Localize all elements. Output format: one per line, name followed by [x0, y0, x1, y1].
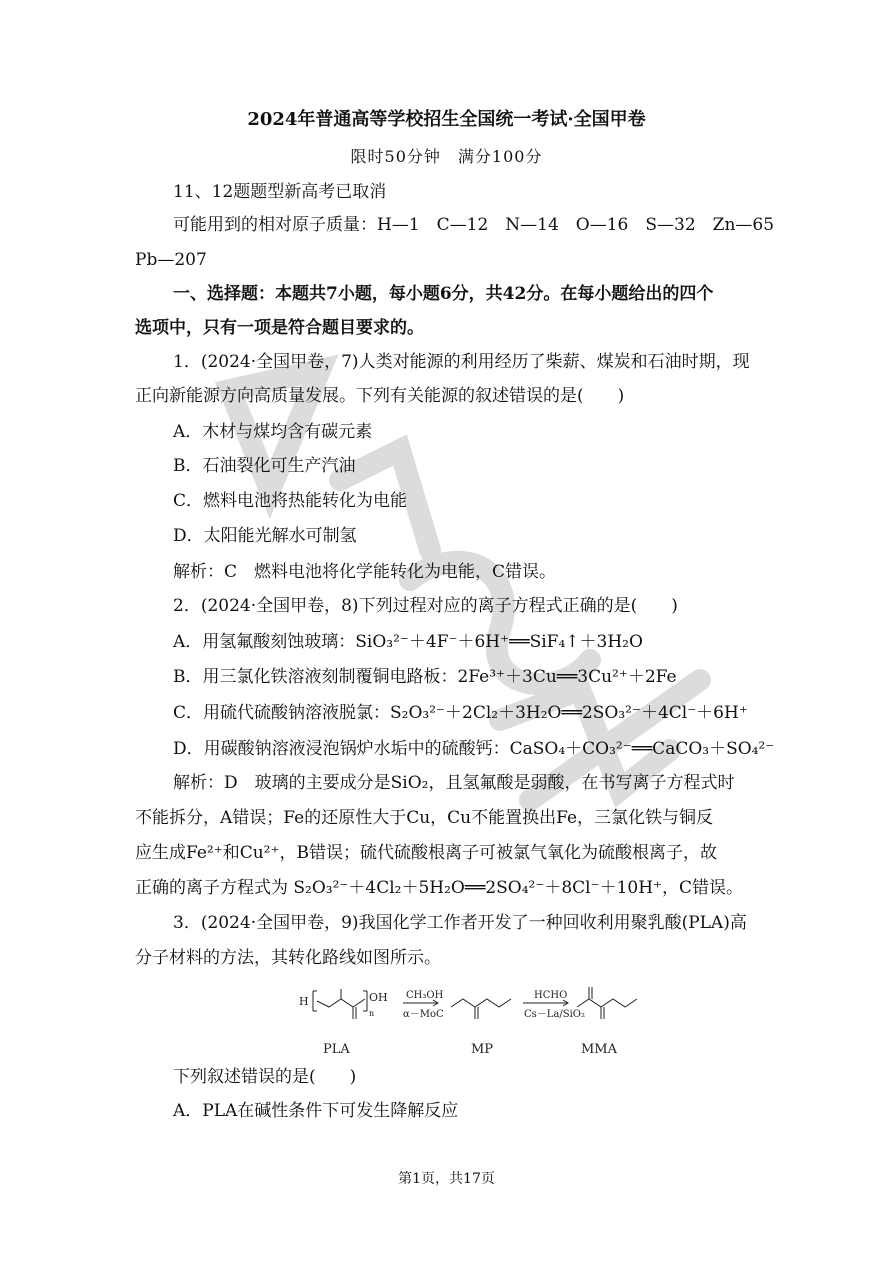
- section-heading-cont: 选项中，只有一项是符合题目要求的。: [135, 318, 424, 338]
- q2-stem: 2．(2024·全国甲卷，8)下列过程对应的离子方程式正确的是( ): [173, 596, 678, 616]
- q3-stem-cont: 分子材料的方法，其转化路线如图所示。: [135, 948, 441, 968]
- atomic-masses-cont: Pb—207: [135, 250, 207, 270]
- page-footer: 第1页，共17页: [398, 1171, 495, 1187]
- q1-option-d: D．太阳能光解水可制氢: [173, 526, 357, 546]
- h-label: H: [299, 995, 309, 1008]
- reagent1-top: CH₃OH: [406, 990, 444, 1001]
- reagent2-bottom: Cs－La/SiO₂: [524, 1009, 586, 1020]
- q1-analysis: 解析：C 燃料电池将化学能转化为电能，C错误。: [173, 562, 557, 582]
- oh-label: OH: [369, 991, 388, 1004]
- exam-title: 2024年普通高等学校招生全国统一考试·全国甲卷: [247, 109, 646, 130]
- q2-option-d: D．用碳酸钠溶液浸泡锅炉水垢中的硫酸钙：CaSO₄＋CO₃²⁻══CaCO₃＋SO₄²⁻: [173, 739, 775, 759]
- q3-ask: 下列叙述错误的是( ): [173, 1067, 357, 1087]
- mma-structure: [577, 999, 637, 1007]
- reagent1-bottom: α－MoC: [403, 1009, 444, 1020]
- q3-stem: 3．(2024·全国甲卷，9)我国化学工作者开发了一种回收利用聚乳酸(PLA)高: [173, 913, 747, 933]
- pla-label: PLA: [323, 1042, 350, 1057]
- q1-stem-cont: 正向新能源方向高质量发展。下列有关能源的叙述错误的是( ): [135, 386, 625, 406]
- q2-analysis-cont1: 不能拆分，A错误；Fe的还原性大于Cu，Cu不能置换出Fe，三氯化铁与铜反: [135, 808, 714, 828]
- q2-analysis-cont3: 正确的离子方程式为 S₂O₃²⁻＋4Cl₂＋5H₂O══2SO₄²⁻＋8Cl⁻＋10H⁺，C错误。: [135, 878, 744, 898]
- reaction-scheme: [295, 983, 640, 1061]
- intro-note: 11、12题题型新高考已取消: [173, 182, 387, 202]
- q3-option-a: A．PLA在碱性条件下可发生降解反应: [173, 1101, 459, 1121]
- n-label: n: [369, 1009, 375, 1018]
- section-heading: 一、选择题：本题共7小题，每小题6分，共42分。在每小题给出的四个: [173, 284, 714, 304]
- atomic-masses: 可能用到的相对原子质量：H—1 C—12 N—14 O—16 S—32 Zn—65: [173, 215, 775, 235]
- pla-bracket-right: [363, 991, 367, 1011]
- mma-label: MMA: [581, 1042, 618, 1057]
- exam-subtitle: 限时50分钟 满分100分: [350, 147, 543, 166]
- q2-option-c: C．用硫代硫酸钠溶液脱氯：S₂O₃²⁻＋2Cl₂＋3H₂O══2SO₃²⁻＋4Cl⁻＋6H⁺: [173, 703, 748, 723]
- mp-label: MP: [471, 1042, 494, 1057]
- q2-option-b: B．用三氯化铁溶液刻制覆铜电路板：2Fe³⁺＋3Cu══3Cu²⁺＋2Fe: [173, 667, 677, 687]
- reagent2-top: HCHO: [534, 990, 568, 1001]
- q1-option-c: C．燃料电池将热能转化为电能: [173, 491, 408, 511]
- mp-structure: [451, 999, 511, 1007]
- q2-analysis: 解析：D 玻璃的主要成分是SiO₂，且氢氟酸是弱酸，在书写离子方程式时: [173, 773, 735, 793]
- q1-option-a: A．木材与煤均含有碳元素: [173, 422, 373, 442]
- q2-analysis-cont2: 应生成Fe²⁺和Cu²⁺，B错误；硫代硫酸根离子可被氯气氧化为硫酸根离子，故: [135, 843, 717, 863]
- q2-option-a: A．用氢氟酸刻蚀玻璃：SiO₃²⁻＋4F⁻＋6H⁺══SiF₄↑＋3H₂O: [173, 632, 643, 652]
- q1-option-b: B．石油裂化可生产汽油: [173, 456, 356, 476]
- q1-stem: 1．(2024·全国甲卷，7)人类对能源的利用经历了柴薪、煤炭和石油时期，现: [173, 352, 750, 372]
